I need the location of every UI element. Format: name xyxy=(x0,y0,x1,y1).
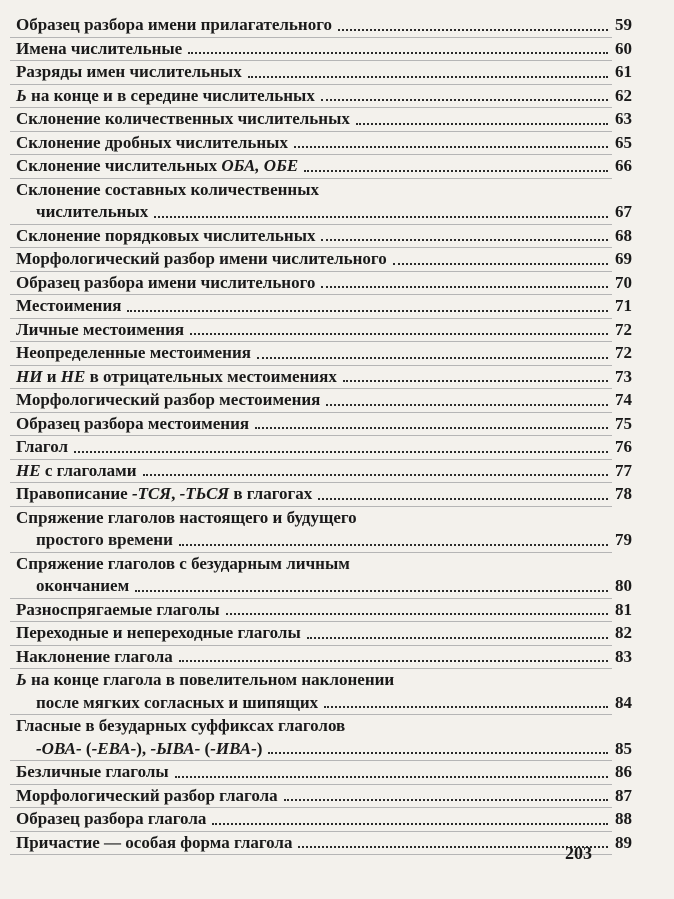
toc-entry-page: 76 xyxy=(615,437,632,456)
toc-entry-title: НИ и НЕ в отрицательных местоимениях xyxy=(16,366,337,386)
toc-entry-page: 60 xyxy=(615,38,632,58)
toc-entry-page: 83 xyxy=(615,646,632,666)
toc-entry-page: 59 xyxy=(615,15,632,34)
toc-entry-page: 74 xyxy=(615,390,632,409)
toc-entry-line xyxy=(0,85,674,108)
toc-entry xyxy=(0,715,674,760)
dot-leader xyxy=(321,238,608,241)
toc-entry-line xyxy=(0,507,674,530)
toc-entry-line xyxy=(0,38,674,61)
toc-entry-title: Личные местоимения xyxy=(16,319,185,339)
toc-entry-line xyxy=(0,342,674,365)
dot-leader xyxy=(257,356,608,359)
toc-entry-page: 73 xyxy=(615,366,632,386)
dot-leader xyxy=(356,122,608,125)
toc-entry-line xyxy=(0,553,674,576)
toc-entry-page: 65 xyxy=(615,132,632,152)
toc-entry-title: Причастие — особая форма глагола xyxy=(16,832,293,852)
toc-entry-page: 67 xyxy=(615,202,632,221)
toc-entry-line xyxy=(0,646,674,669)
toc-entry-line xyxy=(0,248,674,271)
toc-entry-page: 72 xyxy=(615,319,632,339)
page-number: 203 xyxy=(565,843,592,863)
toc-entry-line xyxy=(0,599,674,622)
dot-leader xyxy=(393,262,608,265)
toc-entry xyxy=(0,622,674,645)
dot-leader xyxy=(154,215,608,218)
toc-entry-page: 80 xyxy=(615,576,632,595)
toc-entry xyxy=(0,785,674,808)
toc-entry xyxy=(0,319,674,342)
toc-entry-line xyxy=(0,155,674,178)
toc-entry-title: Склонение количественных числительных xyxy=(16,109,350,128)
toc-entry xyxy=(0,248,674,271)
toc-entry-page: 78 xyxy=(615,484,632,503)
toc-entry-page: 70 xyxy=(615,272,632,292)
toc-entry-page: 71 xyxy=(615,296,632,315)
toc-entry-page: 68 xyxy=(615,225,632,245)
toc-entry-title: -ОВА- (-ЕВА-), -ЫВА- (-ИВА-) xyxy=(36,738,263,758)
toc-entry-line xyxy=(0,436,674,459)
toc-entry xyxy=(0,366,674,389)
toc-entry-line xyxy=(0,201,674,224)
toc-entry xyxy=(0,38,674,61)
toc-entry-line xyxy=(0,61,674,84)
toc-entry-line xyxy=(0,575,674,598)
dot-leader xyxy=(284,798,608,801)
toc-entry xyxy=(0,460,674,483)
toc-entry-title: Гласные в безударных суффиксах глаголов xyxy=(16,716,346,735)
row-divider xyxy=(10,854,612,855)
toc-entry-line xyxy=(0,389,674,412)
toc-entry-title: Правописание -ТСЯ, -ТЬСЯ в глагогах xyxy=(16,484,313,503)
toc-entry-title: НЕ с глаголами xyxy=(16,460,137,480)
toc-entry-title: Образец разбора глагола xyxy=(16,809,207,828)
toc-entry-title: Спряжение глаголов настоящего и будущего xyxy=(16,507,357,527)
dot-leader xyxy=(226,612,608,615)
toc-entry-line xyxy=(0,738,674,761)
toc-entry-title: Склонение числительных ОБА, ОБЕ xyxy=(16,156,299,175)
toc-entry-title: Морфологический разбор глагола xyxy=(16,785,278,805)
toc-entry-title: Морфологический разбор имени числительного xyxy=(16,249,387,268)
toc-entry-title: Склонение дробных числительных xyxy=(16,132,288,152)
toc-entry-line xyxy=(0,295,674,318)
toc-entry xyxy=(0,413,674,436)
toc-entry-page: 84 xyxy=(615,692,632,712)
toc-entry-page: 89 xyxy=(615,832,632,852)
toc-entry xyxy=(0,155,674,178)
toc-entry-page: 79 xyxy=(615,530,632,549)
toc-entry-page: 87 xyxy=(615,785,632,805)
dot-leader xyxy=(318,497,608,500)
toc-entry-page: 82 xyxy=(615,623,632,642)
toc-entry-line xyxy=(0,808,674,831)
dot-leader xyxy=(143,473,609,476)
toc-entry-title: Разноспрягаемые глаголы xyxy=(16,599,220,619)
toc-entry-line xyxy=(0,272,674,295)
dot-leader xyxy=(268,751,608,754)
toc-entry xyxy=(0,272,674,295)
dot-leader xyxy=(255,426,608,429)
toc-entry-line xyxy=(0,460,674,483)
toc-entry-page: 85 xyxy=(615,738,632,758)
toc-entry-title: Образец разбора имени прилагательного xyxy=(16,15,333,34)
toc-entry-page: 66 xyxy=(615,156,632,175)
dot-leader xyxy=(179,659,608,662)
toc-entry-title: окончанием xyxy=(36,576,130,595)
toc-entry-title: Разряды имен числительных xyxy=(16,62,242,81)
toc-entry-title: после мягких согласных и шипящих xyxy=(36,692,319,712)
toc-entry xyxy=(0,342,674,365)
table-of-contents xyxy=(0,14,674,855)
toc-entry xyxy=(0,761,674,784)
dot-leader xyxy=(248,75,608,78)
toc-entry-line xyxy=(0,692,674,715)
dot-leader xyxy=(326,403,608,406)
toc-entry-title: Наклонение глагола xyxy=(16,646,173,666)
toc-entry-title: Морфологический разбор местоимения xyxy=(16,390,321,409)
dot-leader xyxy=(343,379,608,382)
toc-entry-page: 77 xyxy=(615,460,632,480)
toc-entry xyxy=(0,132,674,155)
toc-entry-line xyxy=(0,179,674,202)
dot-leader xyxy=(304,169,608,172)
toc-entry-title: Ь на конце глагола в повелительном наклонении xyxy=(16,670,395,689)
toc-entry-title: Неопределенные местоимения xyxy=(16,343,251,362)
toc-entry-title: Ь на конце и в середине числительных xyxy=(16,85,315,105)
toc-entry xyxy=(0,179,674,224)
toc-entry-page: 72 xyxy=(615,343,632,362)
toc-entry-line xyxy=(0,225,674,248)
dot-leader xyxy=(74,450,608,453)
toc-entry-page: 63 xyxy=(615,109,632,128)
toc-entry-title: Местоимения xyxy=(16,296,122,315)
toc-entry xyxy=(0,389,674,412)
toc-entry-title: Склонение порядковых числительных xyxy=(16,225,316,245)
dot-leader xyxy=(127,309,608,312)
toc-entry-line xyxy=(0,761,674,784)
toc-entry xyxy=(0,599,674,622)
toc-entry xyxy=(0,436,674,459)
toc-entry-page: 88 xyxy=(615,809,632,828)
dot-leader xyxy=(179,543,608,546)
toc-entry-title: числительных xyxy=(36,202,149,221)
toc-entry-title: Склонение составных количественных xyxy=(16,179,319,199)
toc-entry-title: Глагол xyxy=(16,437,69,456)
toc-entry-title: Спряжение глаголов с безударным личным xyxy=(16,553,350,573)
toc-entry xyxy=(0,295,674,318)
toc-entry-line xyxy=(0,366,674,389)
toc-entry-line xyxy=(0,108,674,131)
toc-entry-title: Образец разбора местоимения xyxy=(16,413,250,433)
toc-entry xyxy=(0,483,674,506)
toc-entry xyxy=(0,808,674,831)
dot-leader xyxy=(294,145,608,148)
toc-entry xyxy=(0,553,674,598)
toc-entry-line xyxy=(0,14,674,37)
toc-entry xyxy=(0,14,674,37)
dot-leader xyxy=(321,98,608,101)
dot-leader xyxy=(190,332,608,335)
toc-entry xyxy=(0,108,674,131)
toc-entry-page: 69 xyxy=(615,249,632,268)
dot-leader xyxy=(135,589,608,592)
toc-entry-page: 75 xyxy=(615,413,632,433)
toc-entry-line xyxy=(0,529,674,552)
dot-leader xyxy=(188,51,608,54)
toc-entry-line xyxy=(0,622,674,645)
toc-entry-title: Переходные и непереходные глаголы xyxy=(16,623,301,642)
toc-entry-line xyxy=(0,715,674,738)
dot-leader xyxy=(338,28,608,31)
toc-entry-title: Имена числительные xyxy=(16,38,183,58)
dot-leader xyxy=(324,705,608,708)
toc-entry-page: 61 xyxy=(615,62,632,81)
dot-leader xyxy=(321,285,608,288)
toc-entry xyxy=(0,507,674,552)
toc-entry xyxy=(0,225,674,248)
toc-entry xyxy=(0,669,674,714)
dot-leader xyxy=(307,636,608,639)
toc-entry-title: Образец разбора имени числительного xyxy=(16,272,316,292)
toc-entry xyxy=(0,61,674,84)
dot-leader xyxy=(298,845,608,848)
toc-entry-line xyxy=(0,669,674,692)
toc-entry xyxy=(0,646,674,669)
toc-entry-title: простого времени xyxy=(36,530,173,549)
toc-entry-line xyxy=(0,785,674,808)
toc-entry-title: Безличные глаголы xyxy=(16,762,169,781)
toc-entry-line xyxy=(0,483,674,506)
toc-entry-page: 62 xyxy=(615,85,632,105)
toc-entry-page: 81 xyxy=(615,599,632,619)
toc-entry-page: 86 xyxy=(615,762,632,781)
toc-entry-line xyxy=(0,413,674,436)
toc-entry-line xyxy=(0,132,674,155)
toc-entry xyxy=(0,85,674,108)
dot-leader xyxy=(175,775,608,778)
dot-leader xyxy=(212,822,608,825)
toc-entry-line xyxy=(0,319,674,342)
